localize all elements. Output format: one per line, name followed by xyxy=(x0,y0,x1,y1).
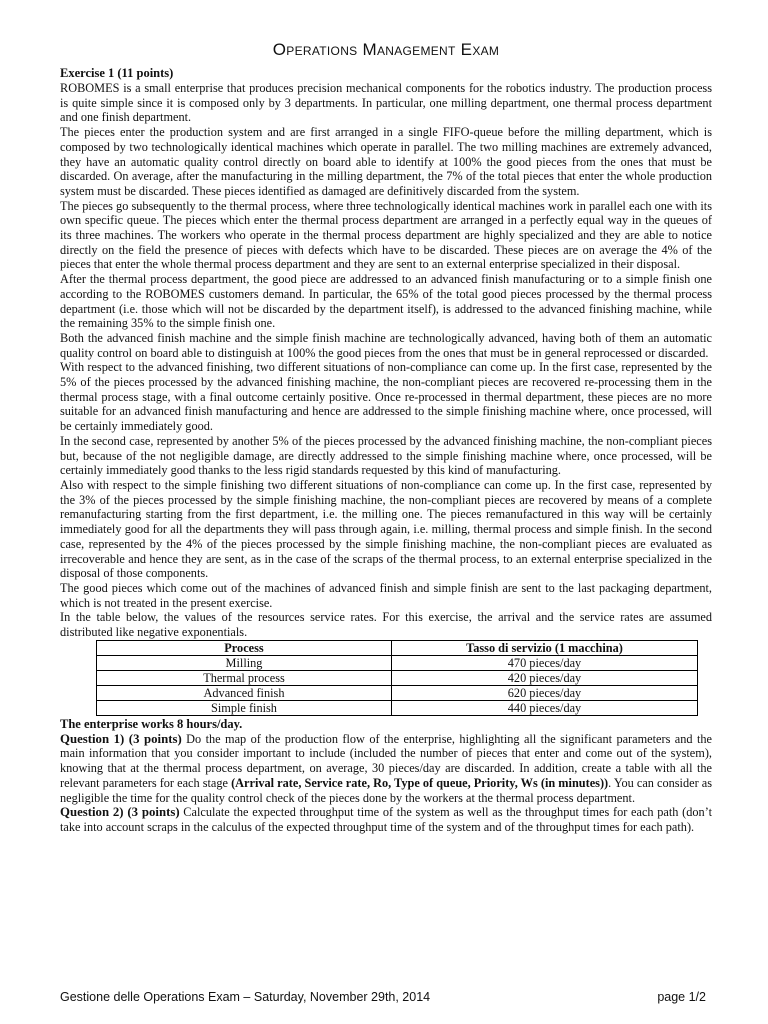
question-1-bold: (Arrival rate, Service rate, Ro, Type of queue, Priority, Ws (in minutes)) xyxy=(231,775,609,790)
question-1-text-b: . You can consider as negligible the time for the quality control check of the pieces done by the workers at the thermal process department. xyxy=(60,775,713,805)
table-cell: Thermal process xyxy=(97,670,392,685)
question-2-label: Question 2) (3 points) xyxy=(60,805,180,820)
work-hours-note: The enterprise works 8 hours/day. xyxy=(60,716,243,731)
paragraph-advanced-case1: With respect to the advanced finishing, two different situations of non-compliance can come up. In the first case, represented by the 5% of the pieces processed by the advanced finishing machine, the non-compliant pieces are recovered re-processing them in the thermal process stage, with a final outcome certainly positive. Once re-processed in thermal department, these pieces are no more suitable for an advanced finish manufacturing and hence are addressed to the simple finishing machine where, once processed, will be certainly immediately good. xyxy=(60,360,712,434)
table-row xyxy=(97,670,698,685)
table-cell: 470 pieces/day xyxy=(392,655,698,670)
table-cell: Advanced finish xyxy=(97,685,392,700)
exercise-heading: Exercise 1 (11 points) xyxy=(60,66,174,80)
table-header-cell: Tasso di servizio (1 macchina) xyxy=(392,640,698,655)
paragraph-finish-quality: Both the advanced finish machine and the simple finish machine are technologically advanced, having both of them an automatic quality control on board able to distinguish at 100% the good pieces from the ones that must be in general reprocessed or discarded. xyxy=(60,330,712,360)
paragraph-finish-routing: After the thermal process department, the good piece are addressed to an advanced finish manufacturing or to a simple finish one according to the ROBOMES customers demand. In particular, the 65% of the total good pieces processed by the thermal process department (i.e. those which will not be discarded by the department itself), is addressed to the advanced finishing machine, while the remaining 35% to the simple finish one. xyxy=(60,272,712,331)
paragraph-packaging: The good pieces which come out of the machines of advanced finish and simple finish are sent to the last packaging department, which is not treated in the present exercise. xyxy=(60,580,712,610)
question-1-label: Question 1) (3 points) xyxy=(60,731,182,746)
table-row xyxy=(97,685,698,700)
service-rates-table xyxy=(96,640,698,716)
table-header-cell: Process xyxy=(97,640,392,655)
table-row xyxy=(97,655,698,670)
paragraph-advanced-case2: In the second case, represented by another 5% of the pieces processed by the advanced finishing machine, the non-compliant pieces but, because of the not negligible damage, are directly addressed to the simple finishing machine where, once processed, will be certainly immediately good thanks to the less rigid standards requested by this kind of manufacturing. xyxy=(60,433,712,478)
footer-page-number: page 1/2 xyxy=(657,990,706,1004)
question-1-text-a: Do the map of the production flow of the enterprise, highlighting all the significant parameters and the main information that you consider important to include (included the number of pieces that enter and come out of the system), knowing that at the thermal process department, on average, 30 pieces/day are discarded. In addition, create a table with all the relevant parameters for each stage xyxy=(60,731,712,790)
table-row xyxy=(97,700,698,715)
table-cell: 420 pieces/day xyxy=(392,670,698,685)
footer-left: Gestione delle Operations Exam – Saturday, November 29th, 2014 xyxy=(60,990,431,1004)
page-footer xyxy=(60,990,706,1004)
paragraph-milling: The pieces enter the production system and are first arranged in a single FIFO-queue before the milling department, which is composed by two technologically identical machines which operate in parallel. The two milling machines are extremely advanced, they have an automatic quality control directly on board able to identify at 100% the good pieces from the ones that must be discarded. On average, after the manufacturing in the milling department, the 7% of the total pieces that enter the whole production system must be discarded. These pieces identified as damaged are definitively discarded from the system. xyxy=(60,125,712,198)
question-2-text: Calculate the expected throughput time of the system as well as the throughput times for each path (don’t take into account scraps in the calculus of the expected throughput time of the system and of the throughput times for each path). xyxy=(60,805,712,834)
paragraph-simple-finishing: Also with respect to the simple finishing two different situations of non-compliance can come up. In the first case, represented by the 3% of the pieces processed by the simple finishing machine, the non-compliant pieces are recovered by means of a complete remanufacturing starting from the first department, i.e. the milling one. The pieces remanufactured in this way will be certainly immediately good for all the departments they will pass through again, i.e. milling, thermal process and simple finish. In the second case, represented by the 4% of the pieces processed by the simple finishing machine, the non-compliant pieces are evaluated as irrecoverable and hence they are sent, as in the case of the scraps of the thermal process, to an external enterprise specialized in the disposal of those components. xyxy=(60,477,712,581)
question-1 xyxy=(60,732,712,806)
table-cell: Milling xyxy=(97,655,392,670)
paragraph-intro: ROBOMES is a small enterprise that produces precision mechanical components for the robotics industry. The production process is quite simple since it is composed only by 3 departments. In particular, one milling department, one thermal process department and one finish department. xyxy=(60,81,712,125)
question-2 xyxy=(60,805,712,834)
paragraph-table-intro: In the table below, the values of the resources service rates. For this exercise, the arrival and the service rates are assumed distributed like negative exponentials. xyxy=(60,610,712,640)
table-cell: Simple finish xyxy=(97,700,392,715)
table-header-row xyxy=(97,640,698,655)
paragraph-thermal: The pieces go subsequently to the thermal process, where three technologically identical machines work in parallel each one with its own specific queue. The pieces which enter the thermal process department are arranged in a perfectly equal way in the queues of its three machines. The workers who operate in the thermal process department are highly specialized and they are able to notice directly on the field the presence of pieces with defects which have to be discarded. These pieces are on average the 4% of the pieces that enter the whole thermal process department and they are sent to an external enterprise specialized in their disposal. xyxy=(60,198,712,272)
table-cell: 440 pieces/day xyxy=(392,700,698,715)
table-cell: 620 pieces/day xyxy=(392,685,698,700)
page-title: Operations Management Exam xyxy=(272,40,500,59)
